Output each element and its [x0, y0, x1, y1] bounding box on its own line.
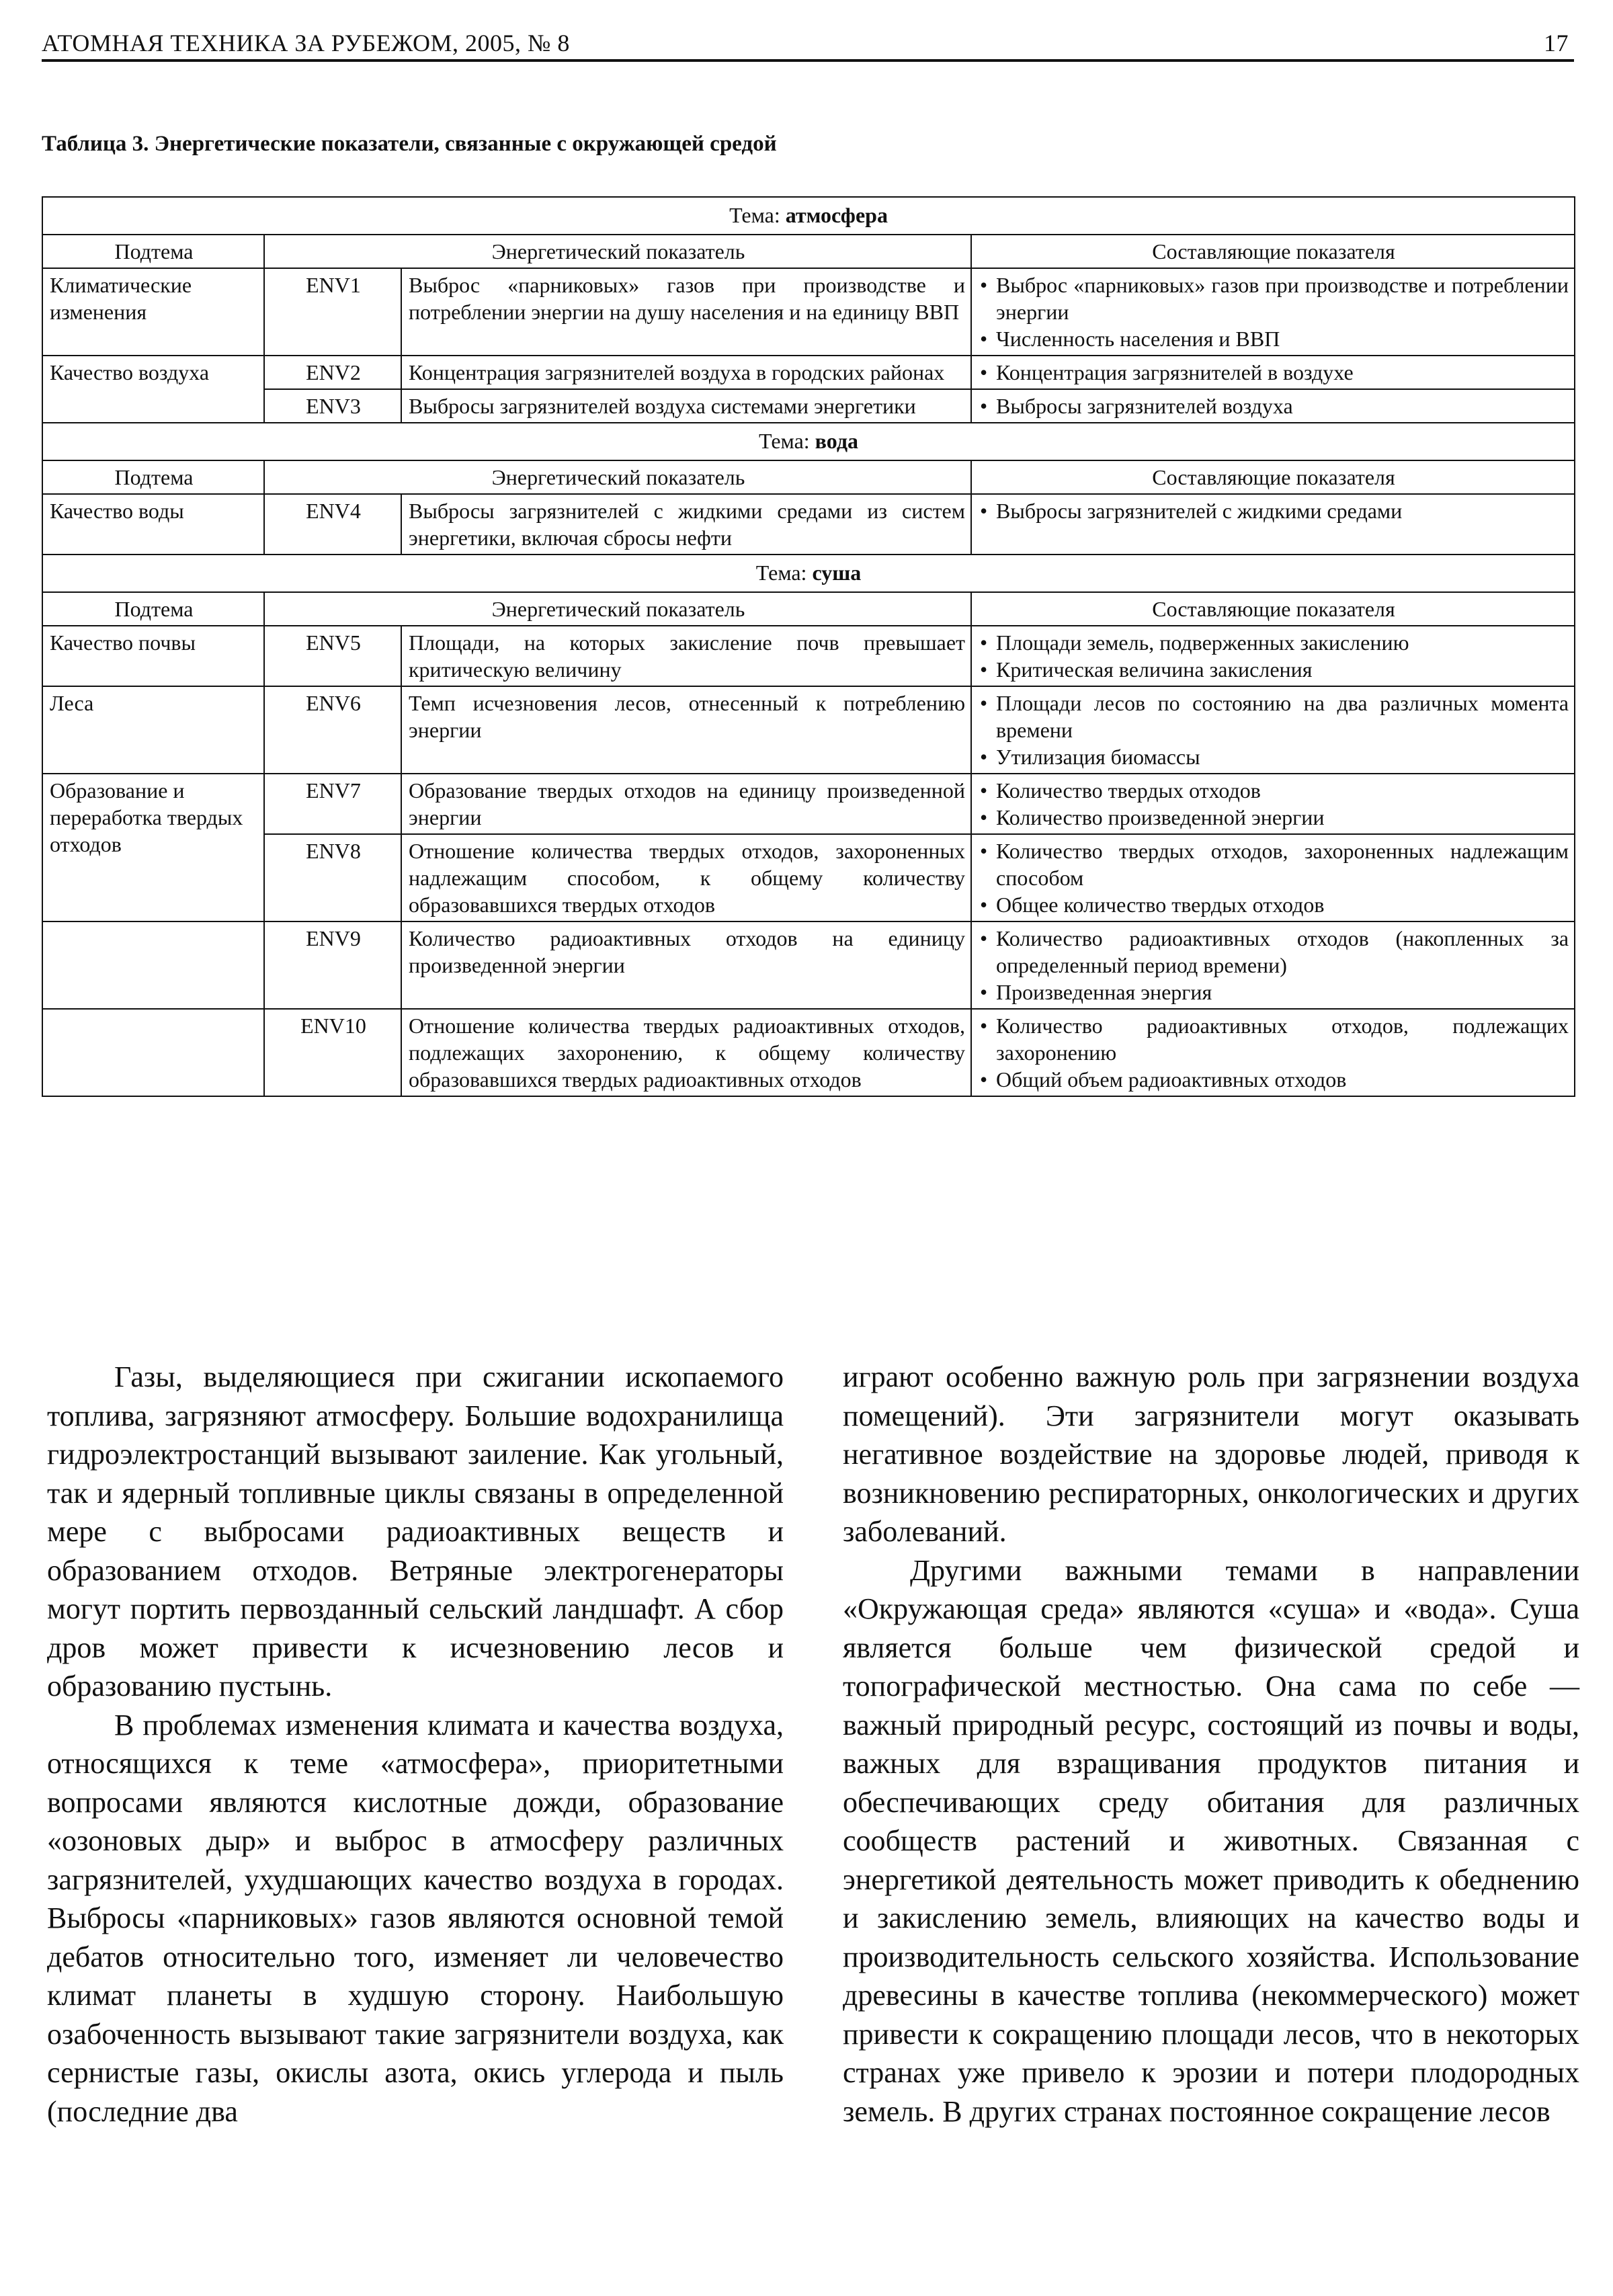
indicator-description: Концентрация загрязнителей воздуха в городских районах [401, 356, 971, 389]
subtopic-cell: Климатические изменения [42, 268, 264, 356]
indicator-description: Образование твердых отходов на единицу произведенной энергии [401, 774, 971, 834]
indicator-code: ENV1 [264, 268, 401, 356]
indicator-code: ENV3 [264, 389, 401, 423]
subtopic-cell: Качество воды [42, 494, 264, 555]
table-row [42, 686, 1575, 774]
indicator-description: Выбросы загрязнителей с жидкими средами из систем энергетики, включая сбросы нефти [401, 494, 971, 555]
components-list [979, 272, 1569, 352]
body-column-right [843, 1358, 1579, 2131]
components-cell [971, 356, 1575, 389]
theme-name: вода [815, 429, 858, 453]
component-item: • Количество твердых отходов, захороненных надлежащим способом [979, 837, 1569, 891]
subtopic-cell [42, 1009, 264, 1096]
column-header-row [42, 592, 1575, 626]
component-item: • Количество произведенной энергии [979, 804, 1569, 831]
table-row [42, 834, 1575, 921]
component-item: • Выбросы загрязнителей воздуха [979, 393, 1569, 419]
indicators-table [42, 196, 1575, 1097]
component-item: • Критическая величина закисления [979, 656, 1569, 683]
components-list [979, 393, 1569, 419]
component-item: • Количество радиоактивных отходов (накопленных за определенный период времени) [979, 925, 1569, 979]
theme-name: атмосфера [785, 203, 888, 227]
paragraph: Другими важными темами в направлении «Окружающая среда» являются «суша» и «вода». Суша является больше чем физической средой и топографической местностью. Она сама по себе — важный природный ресурс, состоящий из почвы и воды, важных для взращивания продуктов питания и обеспечивающих среду обитания для различных сообществ растений и животных. Связанная с энергетикой деятельность может приводить к обеднению и закислению земель, влияющих на качество воды и производительность сельского хозяйства. Использование древесины в качестве топлива (некоммерческого) может привести к сокращению площади лесов, что в некоторых странах уже привело к эрозии и потери плодородных земель. В других странах постоянное сокращение лесов [843, 1553, 1579, 2128]
paragraph: Газы, выделяющиеся при сжигании ископаемого топлива, загрязняют атмосферу. Большие водохранилища гидроэлектростанций вызывают заиление. Как угольный, так и ядерный топливные циклы связаны в определенной мере с выбросами радиоактивных веществ и образованием отходов. Ветряные электрогенераторы могут портить первозданный сельский ландшафт. А сбор дров может привести к исчезновению лесов и образованию пустынь. [47, 1360, 784, 1703]
column-header-components: Составляющие показателя [971, 592, 1575, 626]
theme-prefix: Тема: [729, 203, 786, 227]
column-header-indicator: Энергетический показатель [264, 460, 971, 494]
column-header-indicator: Энергетический показатель [264, 592, 971, 626]
component-item: • Выбросы загрязнителей с жидкими средами [979, 497, 1569, 524]
table-row [42, 774, 1575, 834]
component-item: • Утилизация биомассы [979, 743, 1569, 770]
theme-row [42, 197, 1575, 235]
indicator-code: ENV4 [264, 494, 401, 555]
paragraph: В проблемах изменения климата и качества воздуха, относящихся к теме «атмосфера», приоритетными вопросами являются кислотные дожди, образование «озоновых дыр» и выброс в атмосферу различных загрязнителей, ухудшающих качество воздуха в городах. Выбросы «парниковых» газов являются основной темой дебатов относительно того, изменяет ли человечество климат планеты в худшую сторону. Наибольшую озабоченность вызывают такие загрязнители воздуха, как сернистые газы, окислы азота, окись углерода и пыль (последние два [47, 1708, 784, 2128]
indicator-code: ENV2 [264, 356, 401, 389]
component-item: • Количество твердых отходов [979, 777, 1569, 804]
components-cell [971, 686, 1575, 774]
table-caption: Таблица 3. Энергетические показатели, связанные с окружающей средой [42, 132, 777, 156]
table-row [42, 626, 1575, 686]
indicator-code: ENV8 [264, 834, 401, 921]
indicator-code: ENV7 [264, 774, 401, 834]
components-cell [971, 268, 1575, 356]
indicator-description: Количество радиоактивных отходов на единицу произведенной энергии [401, 921, 971, 1009]
component-item: • Общий объем радиоактивных отходов [979, 1066, 1569, 1093]
page-number: 17 [1544, 30, 1569, 56]
column-header-subtopic: Подтема [42, 235, 264, 268]
components-cell [971, 626, 1575, 686]
indicator-code: ENV5 [264, 626, 401, 686]
component-item: • Площади лесов по состоянию на два различных момента времени [979, 690, 1569, 743]
component-item: • Выброс «парниковых» газов при производстве и потреблении энергии [979, 272, 1569, 325]
components-cell [971, 389, 1575, 423]
indicator-code: ENV9 [264, 921, 401, 1009]
theme-row [42, 423, 1575, 460]
components-list [979, 777, 1569, 831]
column-header-row [42, 460, 1575, 494]
subtopic-cell: Качество воздуха [42, 356, 264, 423]
indicator-code: ENV6 [264, 686, 401, 774]
subtopic-cell [42, 921, 264, 1009]
subtopic-cell: Качество почвы [42, 626, 264, 686]
components-list [979, 629, 1569, 683]
column-header-indicator: Энергетический показатель [264, 235, 971, 268]
table-row [42, 494, 1575, 555]
component-item: • Количество радиоактивных отходов, подлежащих захоронению [979, 1012, 1569, 1066]
theme-prefix: Тема: [755, 561, 813, 585]
theme-cell [42, 555, 1575, 592]
indicator-description: Выброс «парниковых» газов при производстве и потреблении энергии на душу населения и на единицу ВВП [401, 268, 971, 356]
components-cell [971, 921, 1575, 1009]
table-row [42, 268, 1575, 356]
table-row [42, 921, 1575, 1009]
components-list [979, 837, 1569, 918]
components-list [979, 1012, 1569, 1093]
paragraph: играют особенно важную роль при загрязнении воздуха помещений). Эти загрязнители могут оказывать негативное воздействие на здоровье людей, приводя к возникновению респираторных, онкологических и других заболеваний. [843, 1360, 1579, 1548]
components-list [979, 690, 1569, 770]
subtopic-cell: Леса [42, 686, 264, 774]
indicator-description: Площади, на которых закисление почв превышает критическую величину [401, 626, 971, 686]
table-row [42, 356, 1575, 389]
theme-prefix: Тема: [759, 429, 815, 453]
indicators-table-body [42, 197, 1575, 1096]
running-head [42, 24, 1574, 62]
component-item: • Численность населения и ВВП [979, 325, 1569, 352]
component-item: • Произведенная энергия [979, 979, 1569, 1006]
component-item: • Концентрация загрязнителей в воздухе [979, 359, 1569, 386]
indicator-description: Выбросы загрязнителей воздуха системами энергетики [401, 389, 971, 423]
theme-cell [42, 197, 1575, 235]
indicator-description: Отношение количества твердых отходов, захороненных надлежащим способом, к общему количеству образовавшихся твердых отходов [401, 834, 971, 921]
components-list [979, 925, 1569, 1006]
component-item: • Площади земель, подверженных закислению [979, 629, 1569, 656]
column-header-subtopic: Подтема [42, 592, 264, 626]
indicator-description: Темп исчезновения лесов, отнесенный к потреблению энергии [401, 686, 971, 774]
components-cell [971, 494, 1575, 555]
theme-row [42, 555, 1575, 592]
column-header-components: Составляющие показателя [971, 235, 1575, 268]
header-rule [42, 59, 1574, 62]
column-header-subtopic: Подтема [42, 460, 264, 494]
subtopic-cell: Образование и переработка твердых отходов [42, 774, 264, 921]
indicator-code: ENV10 [264, 1009, 401, 1096]
components-cell [971, 834, 1575, 921]
component-item: • Общее количество твердых отходов [979, 891, 1569, 918]
theme-name: суша [812, 561, 862, 585]
components-cell [971, 1009, 1575, 1096]
column-header-row [42, 235, 1575, 268]
indicator-description: Отношение количества твердых радиоактивных отходов, подлежащих захоронению, к общему количеству образовавшихся твердых радиоактивных отходов [401, 1009, 971, 1096]
components-cell [971, 774, 1575, 834]
components-list [979, 359, 1569, 386]
theme-cell [42, 423, 1575, 460]
body-column-left [47, 1358, 784, 2131]
table-row [42, 1009, 1575, 1096]
table-row [42, 389, 1575, 423]
components-list [979, 497, 1569, 524]
journal-title: АТОМНАЯ ТЕХНИКА ЗА РУБЕЖОМ, 2005, № 8 [42, 30, 570, 56]
column-header-components: Составляющие показателя [971, 460, 1575, 494]
